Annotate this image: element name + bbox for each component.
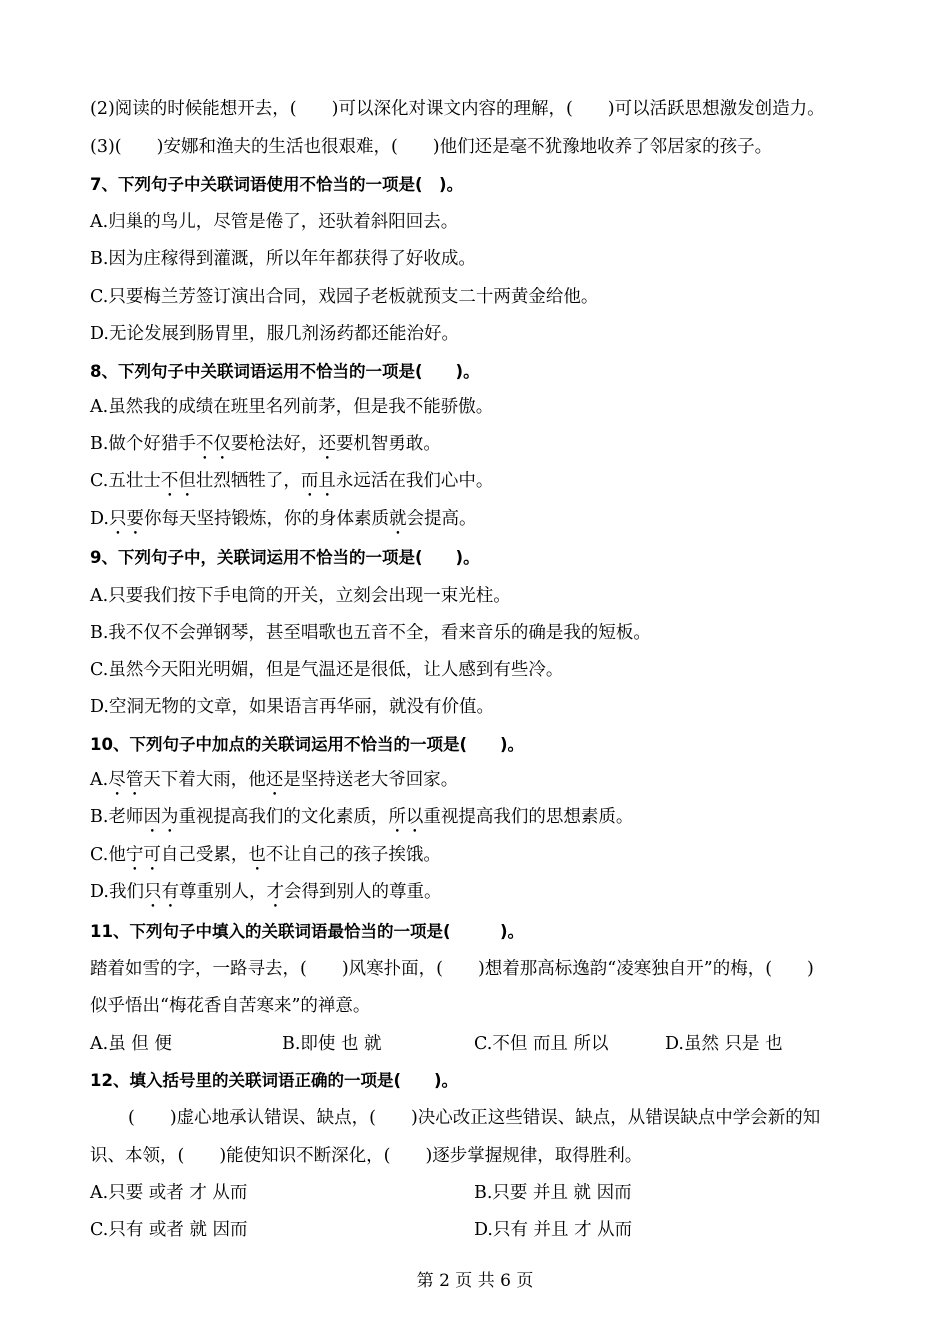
dotted-keyword: 不仅	[195, 434, 231, 454]
q11-option-d: D.虽然 只是 也	[665, 1034, 783, 1054]
q12-option-c: C.只有 或者 就 因而	[90, 1220, 248, 1240]
q8-option-b	[90, 432, 441, 464]
text: 壮烈牺牲了，	[195, 471, 301, 491]
q12-stem-line-2: 识、本领，( )能使知识不断深化，( )逐步掌握规律，取得胜利。	[90, 1146, 643, 1166]
q11-option-b: B.即使 也 就	[282, 1034, 382, 1054]
text: 重视提高我们的文化素质，	[178, 807, 389, 827]
q7-option-c: C.只要梅兰芳签订演出合同，戏园子老板就预支二十两黄金给他。	[90, 287, 599, 307]
dotted-keyword: 还	[318, 434, 336, 454]
q10-option-c	[90, 843, 441, 875]
question-7-title: 7、下列句子中关联词语使用不恰当的一项是( )。	[90, 175, 464, 194]
dotted-keyword: 因为	[143, 807, 179, 827]
dotted-keyword: 宁可	[125, 845, 161, 865]
text: 自己受累，	[160, 845, 249, 865]
q7-option-b: B.因为庄稼得到灌溉，所以年年都获得了好收成。	[90, 249, 476, 269]
text: 会提高。	[406, 509, 477, 529]
question-9-title: 9、下列句子中，关联词运用不恰当的一项是( )。	[90, 548, 480, 567]
text: D.我们	[90, 882, 144, 902]
text: 不让自己的孩子挨饿。	[265, 845, 441, 865]
text: B.做个好猎手	[90, 434, 196, 454]
text: 你每天坚持锻炼，你的身体素质	[143, 509, 389, 529]
text: 要枪法好，	[230, 434, 319, 454]
line-2: (2)阅读的时候能想开去，( )可以深化对课文内容的理解，( )可以活跃思想激发创造力。	[90, 99, 825, 119]
q12-option-b: B.只要 并且 就 因而	[474, 1183, 632, 1203]
dotted-keyword: 也	[248, 845, 266, 865]
q11-option-c: C.不但 而且 所以	[474, 1034, 609, 1054]
q12-option-d: D.只有 并且 才 从而	[474, 1220, 633, 1240]
text: 要机智勇敢。	[335, 434, 441, 454]
q10-option-a	[90, 768, 458, 800]
question-12-title: 12、填入括号里的关联词语正确的一项是( )。	[90, 1071, 459, 1090]
q11-option-a: A.虽 但 便	[90, 1034, 172, 1054]
text: B.老师	[90, 807, 144, 827]
dotted-keyword: 不但	[160, 471, 196, 491]
text: A.	[90, 770, 109, 790]
text: D.	[90, 509, 109, 529]
q9-option-a: A.只要我们按下手电筒的开关，立刻会出现一束光柱。	[90, 586, 511, 606]
q8-option-a: A.虽然我的成绩在班里名列前茅，但是我不能骄傲。	[90, 397, 494, 417]
q8-option-c	[90, 469, 493, 501]
text: 尊重别人，	[178, 882, 267, 902]
q8-option-d	[90, 507, 476, 539]
dotted-keyword: 只有	[143, 882, 179, 902]
dotted-keyword: 只要	[108, 509, 144, 529]
text: 天下着大雨，他	[143, 770, 266, 790]
q11-stem-line-1: 踏着如雪的字，一路寻去，( )风寒扑面，( )想着那高标逸韵“凌寒独自开”的梅，( )	[90, 959, 814, 979]
q10-option-d	[90, 880, 441, 912]
page-number: 第 2 页 共 6 页	[416, 1271, 534, 1291]
q9-option-d: D.空洞无物的文章，如果语言再华丽，就没有价值。	[90, 697, 494, 717]
dotted-keyword: 而且	[300, 471, 336, 491]
text: 永远活在我们心中。	[335, 471, 494, 491]
q7-option-d: D.无论发展到肠胃里，服几剂汤药都还能治好。	[90, 324, 459, 344]
q10-option-b	[90, 805, 633, 837]
dotted-keyword: 就	[388, 509, 407, 529]
dotted-keyword: 所以	[388, 807, 424, 827]
text: C.他	[90, 845, 126, 865]
text: 会得到别人的尊重。	[283, 882, 442, 902]
q9-option-c: C.虽然今天阳光明媚，但是气温还是很低，让人感到有些冷。	[90, 660, 564, 680]
text: 是坚持送老大爷回家。	[283, 770, 459, 790]
q9-option-b: B.我不仅不会弹钢琴，甚至唱歌也五音不全，看来音乐的确是我的短板。	[90, 623, 651, 643]
text: C.五壮士	[90, 471, 161, 491]
text: 重视提高我们的思想素质。	[423, 807, 634, 827]
q12-option-a: A.只要 或者 才 从而	[90, 1183, 248, 1203]
q11-stem-line-2: 似乎悟出“梅花香自苦寒来”的禅意。	[90, 996, 371, 1016]
question-10-title: 10、下列句子中加点的关联词运用不恰当的一项是( )。	[90, 735, 525, 754]
dotted-keyword: 尽管	[108, 770, 144, 790]
q7-option-a: A.归巢的鸟儿，尽管是倦了，还驮着斜阳回去。	[90, 212, 459, 232]
dotted-keyword: 才	[266, 882, 284, 902]
line-3: (3)( )安娜和渔夫的生活也很艰难，( )他们还是毫不犹豫地收养了邻居家的孩子。	[90, 137, 773, 157]
q12-stem-line-1: ( )虚心地承认错误、缺点，( )决心改正这些错误、缺点，从错误缺点中学会新的知	[128, 1108, 821, 1128]
question-8-title: 8、下列句子中关联词语运用不恰当的一项是( )。	[90, 362, 480, 381]
question-11-title: 11、下列句子中填入的关联词语最恰当的一项是( )。	[90, 922, 525, 941]
dotted-keyword: 还	[265, 770, 284, 790]
